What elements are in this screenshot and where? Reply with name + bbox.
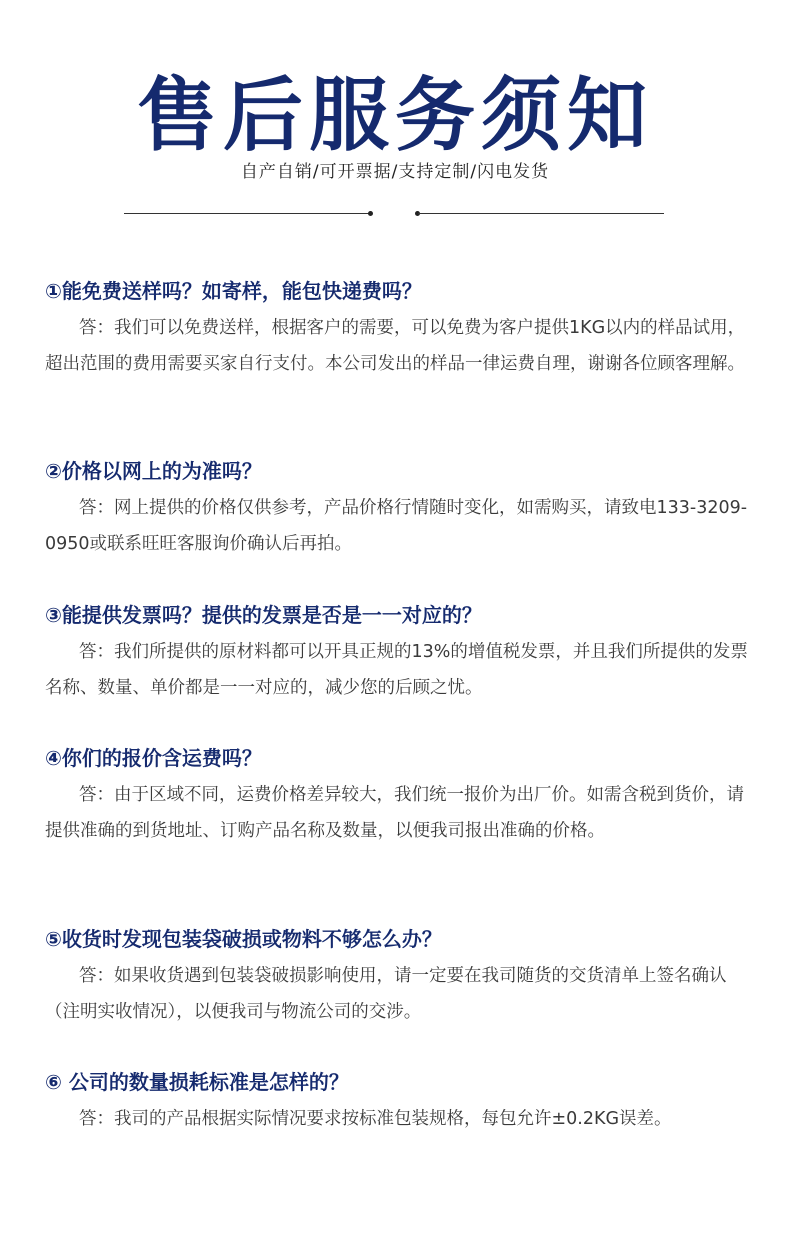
faq-question: ⑤收货时发现包装袋破损或物料不够怎么办？ xyxy=(45,927,442,951)
page-subtitle: 自产自销/可开票据/支持定制/闪电发货 xyxy=(240,162,550,182)
faq-item-1 xyxy=(45,276,757,382)
faq-item-3 xyxy=(45,600,757,706)
faq-answer: 答：如果收货遇到包装袋破损影响使用，请一定要在我司随货的交货清单上签名确认（注明实收情况），以便我司与物流公司的交涉。 xyxy=(45,966,727,1022)
faq-answer: 答：我们所提供的原材料都可以开具正规的13%的增值税发票，并且我们所提供的发票名称、数量、单价都是一一对应的，减少您的后顾之忧。 xyxy=(45,642,748,698)
faq-item-5 xyxy=(45,924,757,1030)
faq-answer: 答：由于区域不同，运费价格差异较大，我们统一报价为出厂价。如需含税到货价，请提供准确的到货地址、订购产品名称及数量，以便我司报出准确的价格。 xyxy=(45,785,744,841)
divider-right xyxy=(418,213,664,214)
faq-question: ①能免费送样吗？如寄样，能包快递费吗？ xyxy=(45,279,422,303)
divider-left xyxy=(124,213,370,214)
divider-dot-left xyxy=(368,211,373,216)
faq-answer: 答：网上提供的价格仅供参考，产品价格行情随时变化，如需购买，请致电133-3209-0950或联系旺旺客服询价确认后再拍。 xyxy=(45,498,748,554)
faq-item-6 xyxy=(45,1067,757,1137)
faq-answer: 答：我们可以免费送样，根据客户的需要，可以免费为客户提供1KG以内的样品试用，超出范围的费用需要买家自行支付。本公司发出的样品一律运费自理，谢谢各位顾客理解。 xyxy=(45,318,746,374)
faq-item-2 xyxy=(45,456,757,562)
faq-question: ⑥ 公司的数量损耗标准是怎样的？ xyxy=(45,1070,349,1094)
faq-answer: 答：我司的产品根据实际情况要求按标准包装规格，每包允许±0.2KG误差。 xyxy=(79,1109,672,1129)
faq-question: ④你们的报价含运费吗？ xyxy=(45,746,262,770)
page-title: 售后服务须知 xyxy=(137,69,653,162)
faq-question: ③能提供发票吗？提供的发票是否是一一对应的？ xyxy=(45,603,482,627)
faq-item-4 xyxy=(45,743,757,849)
faq-question: ②价格以网上的为准吗？ xyxy=(45,459,262,483)
